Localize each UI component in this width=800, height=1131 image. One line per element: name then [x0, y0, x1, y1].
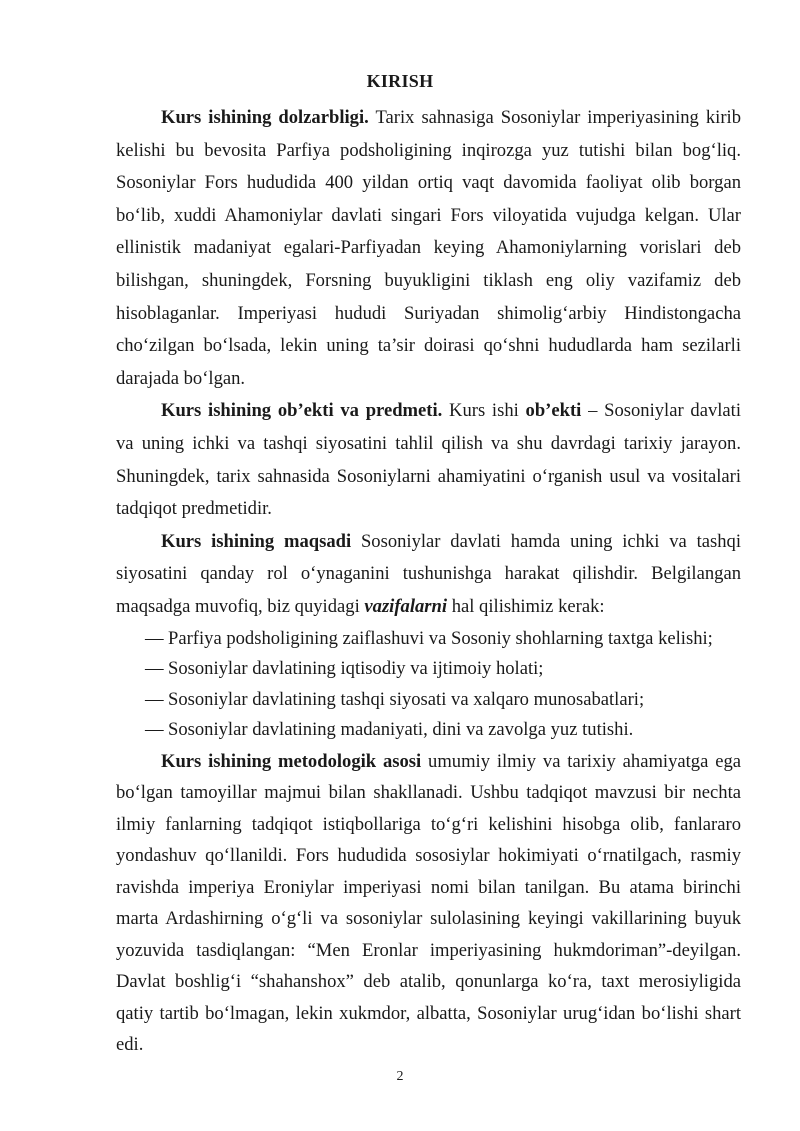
- dash-bullet: —: [145, 627, 164, 649]
- list-item: [116, 715, 741, 746]
- list-item: [116, 654, 741, 685]
- paragraph-text: umumiy ilmiy va tarixiy ahamiyatga ega bo‘lgan tamoyillar majmui bilan shakllanadi. Ushbu tadqiqot mavzusi bir nechta ilmiy fanlarning tadqiqot istiqbollariga to‘g‘ri kelishini hisobga olib, fanlararo yondashuv qo‘llanildi. Fors hududida sososiylar hokimiyati o‘rnatilgach, rasmiy ravishda imperiya Eroniylar imperiyasi nomi bilan tanilgan. Bu atama birinchi marta Ardashirning o‘g‘li va sosoniylar sulolasining keyingi vakillarining buyuk yozuvida tasdiqlangan: “Men Eronlar imperiyasining hukmdoriman”-deyilgan. Davlat boshlig‘i “shahanshox” deb atalib, qonunlarga ko‘ra, taxt merosiyligida qatiy tartib bo‘lmagan, lekin xukmdor, albatta, Sosoniylar urug‘idan bo‘lishi shart edi.: [116, 750, 741, 1055]
- paragraph-lead: Kurs ishining maqsadi: [161, 530, 352, 552]
- list-item: [116, 624, 741, 655]
- page-number: 2: [396, 1069, 404, 1084]
- paragraph-text: Sosoniylar davlati hamda uning ichki va tashqi siyosatini qanday rol o‘ynaganini tushunishga harakat qilishdir. Belgilangan maqsadga muvofiq, biz quyidagi: [116, 530, 741, 617]
- task-list: [116, 624, 741, 746]
- paragraph-text: Kurs ishi: [442, 400, 526, 422]
- paragraph-lead: Kurs ishining metodologik asosi: [161, 750, 422, 772]
- list-item-text: Parfiya podsholigining zaiflashuvi va Sosoniy shohlarning taxtga kelishi;: [168, 627, 713, 649]
- paragraph-lead: Kurs ishining ob’ekti va predmeti.: [161, 400, 443, 422]
- paragraph-text: – Sosoniylar davlati va uning ichki va tashqi siyosatini tahlil qilish va shu davrdagi tarixiy jarayon. Shuningdek, tarix sahnasida Sosoniylarni ahamiyatini o‘rganish usul va vositalari tadqiqot predmetidir.: [116, 400, 741, 520]
- paragraph-lead: Kurs ishining dolzarbligi.: [161, 107, 369, 128]
- body-text: [116, 102, 741, 1061]
- dash-bullet: —: [145, 719, 164, 740]
- paragraph-goal: [116, 526, 741, 624]
- section-heading: KIRISH: [366, 71, 434, 91]
- paragraph-text: Tarix sahnasiga Sosoniylar imperiyasining kirib kelishi bu bevosita Parfiya podsholigining inqirozga yuz tutishi bilan bog‘liq. Sosoniylar Fors hududida 400 yildan ortiq vaqt davomida faoliyat olib borgan bo‘lib, xuddi Ahamoniylar davlati singari Fors viloyatida vujudga kelgan. Ular ellinistik madaniyat egalari-Parfiyadan keying Ahamoniylarning vorislari deb bilishgan, shuningdek, Forsning buyukligini tiklash eng oliy vazifamiz deb hisoblaganlar. Imperiyasi hududi Suriyadan shimolig‘arbiy Hindistongacha cho‘zilgan bo‘lsada, lekin uning ta’sir doirasi qo‘shni hududlarda ham sezilarli darajada bo‘lgan.: [116, 107, 741, 389]
- list-item: [116, 685, 741, 716]
- paragraph-object-subject: [116, 395, 741, 525]
- dash-bullet: —: [145, 688, 164, 710]
- paragraph-text: hal qilishimiz kerak:: [447, 595, 605, 617]
- list-item-text: Sosoniylar davlatining madaniyati, dini va zavolga yuz tutishi.: [168, 719, 634, 740]
- inline-bold-term: ob’ekti: [525, 400, 582, 422]
- list-item-text: Sosoniylar davlatining tashqi siyosati va xalqaro munosabatlari;: [168, 688, 645, 710]
- inline-bold-italic-term: vazifalarni: [364, 595, 448, 617]
- dash-bullet: —: [145, 658, 164, 679]
- paragraph-relevance: [116, 102, 741, 395]
- paragraph-methodology: [116, 746, 741, 1061]
- list-item-text: Sosoniylar davlatining iqtisodiy va ijtimoiy holati;: [168, 658, 544, 679]
